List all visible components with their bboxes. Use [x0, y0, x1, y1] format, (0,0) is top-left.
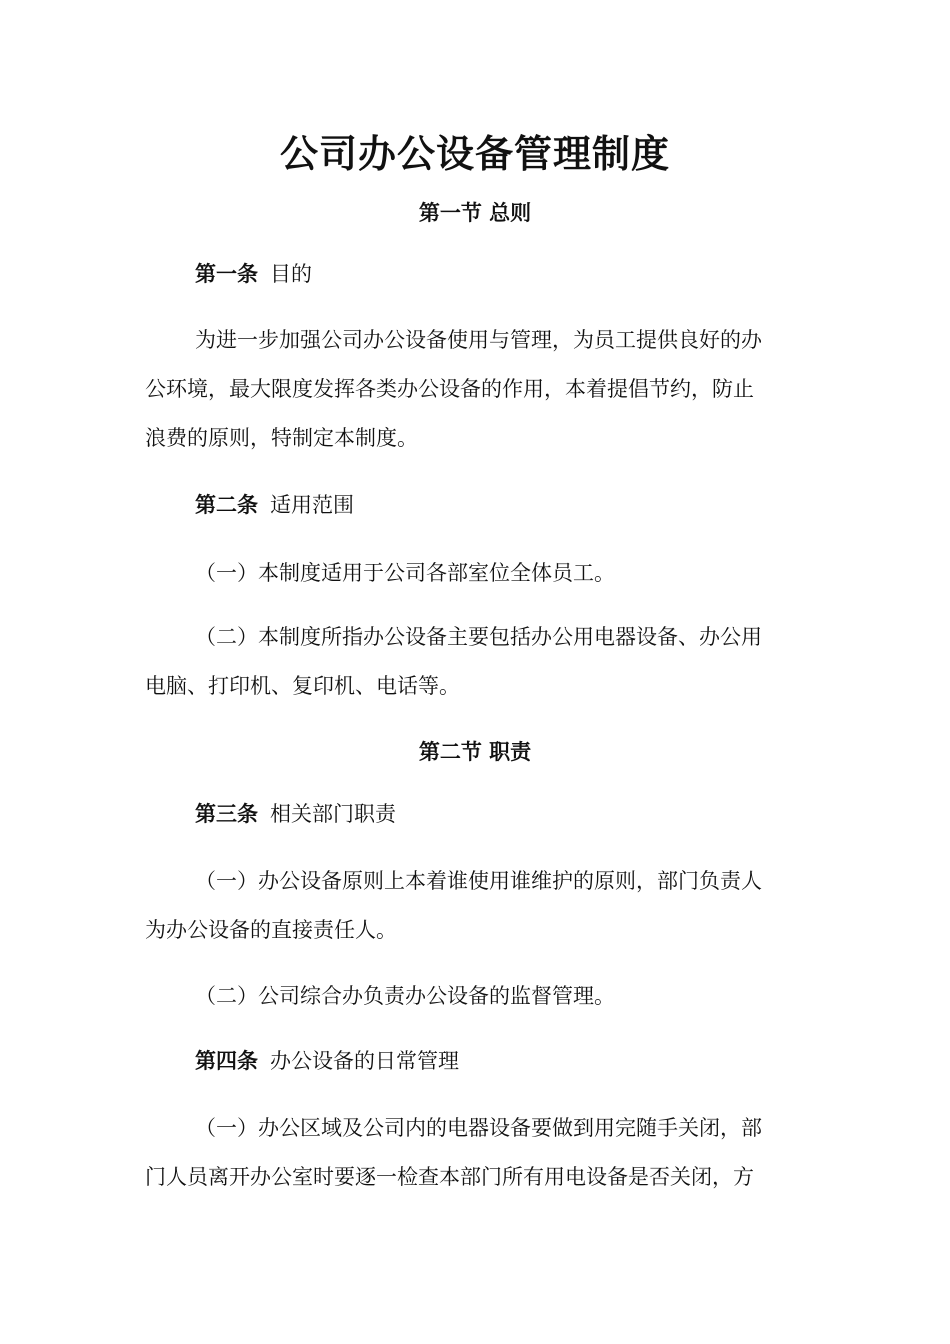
section-heading-duties: 第二节 职责 — [418, 739, 532, 764]
paragraph-line: （一）办公区域及公司内的电器设备要做到用完随手关闭，部 — [195, 1116, 762, 1140]
article-name: 适用范围 — [270, 493, 354, 517]
article-1-paragraph — [145, 325, 805, 472]
article-name: 相关部门职责 — [270, 802, 396, 826]
paragraph-line: 浪费的原则，特制定本制度。 — [145, 426, 418, 450]
article-heading-2 — [195, 490, 805, 520]
paragraph-line: （一）本制度适用于公司各部室位全体员工。 — [195, 561, 615, 585]
article-number: 第一条 — [195, 262, 258, 286]
article-heading-4 — [195, 1046, 805, 1076]
article-4-item-1 — [145, 1113, 805, 1211]
article-2-item-1 — [145, 558, 805, 607]
article-name: 办公设备的日常管理 — [270, 1049, 459, 1073]
article-3-item-1 — [145, 866, 805, 964]
paragraph-line: 为办公设备的直接责任人。 — [145, 918, 397, 942]
article-3-item-2 — [145, 981, 805, 1030]
paragraph-line: （二）公司综合办负责办公设备的监督管理。 — [195, 984, 615, 1008]
paragraph-line: （二）本制度所指办公设备主要包括办公用电器设备、办公用 — [195, 625, 762, 649]
paragraph-line: 电脑、打印机、复印机、电话等。 — [145, 674, 460, 698]
article-heading-3 — [195, 799, 805, 829]
article-number: 第二条 — [195, 493, 258, 517]
document-title: 公司办公设备管理制度 — [279, 132, 670, 176]
article-heading-1 — [195, 259, 805, 289]
paragraph-line: 公环境，最大限度发挥各类办公设备的作用，本着提倡节约，防止 — [145, 377, 754, 401]
paragraph-line: （一）办公设备原则上本着谁使用谁维护的原则，部门负责人 — [195, 869, 762, 893]
article-2-item-2 — [145, 622, 805, 720]
section-heading-general: 第一节 总则 — [418, 200, 532, 225]
paragraph-line: 为进一步加强公司办公设备使用与管理，为员工提供良好的办 — [195, 328, 762, 352]
article-number: 第四条 — [195, 1049, 258, 1073]
paragraph-line: 门人员离开办公室时要逐一检查本部门所有用电设备是否关闭，方 — [145, 1165, 754, 1189]
article-name: 目的 — [270, 262, 312, 286]
article-number: 第三条 — [195, 802, 258, 826]
